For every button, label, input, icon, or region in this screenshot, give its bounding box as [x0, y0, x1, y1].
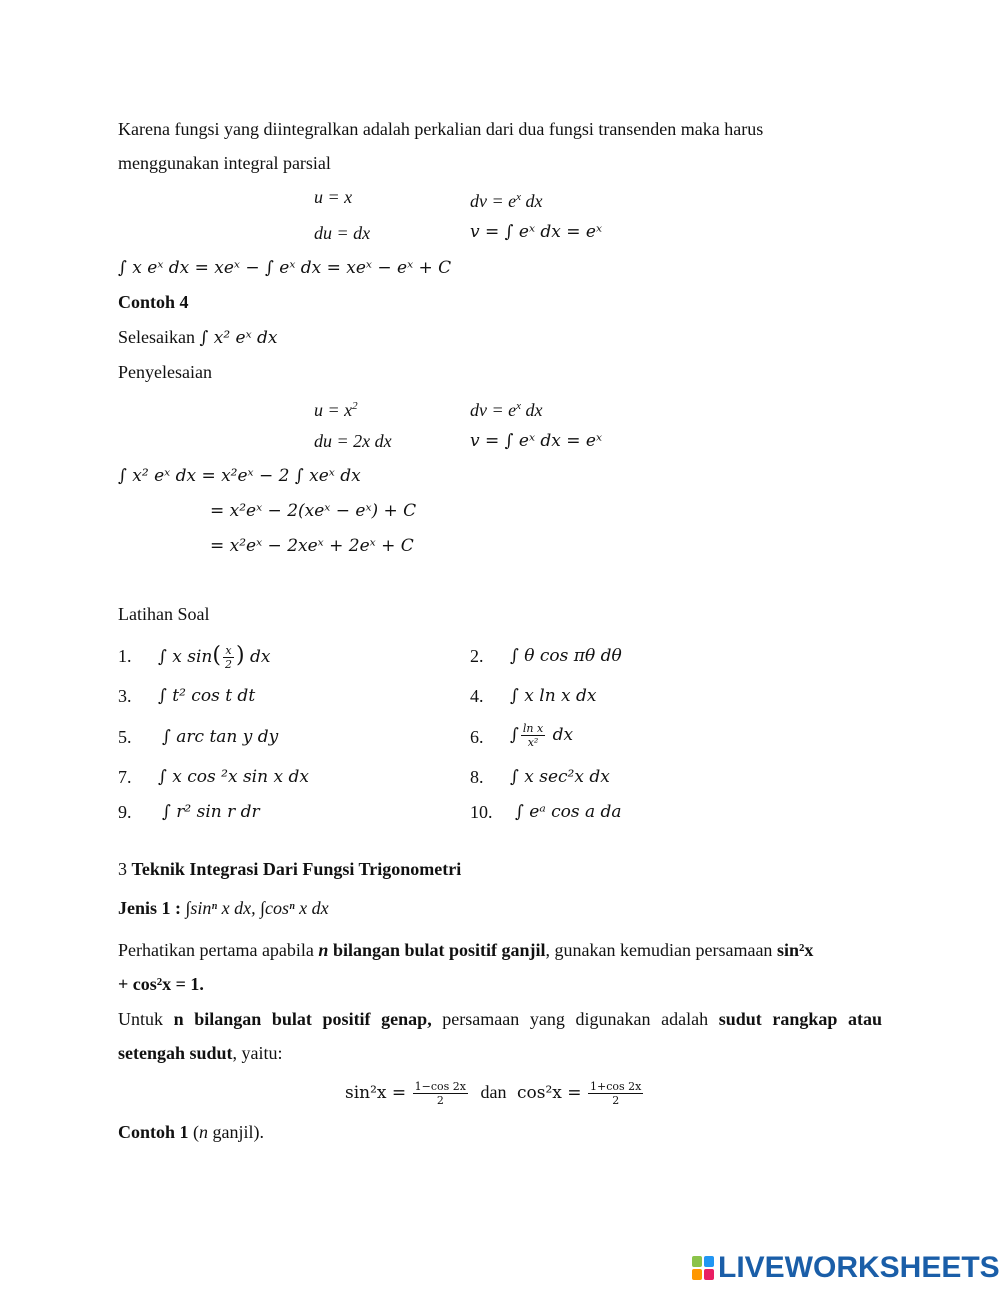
exercise-1: ∫ x sin( $\frac{x}{2}$ ) dx — [158, 643, 271, 671]
ex4-prompt: Selesaikan ∫ x² eˣ dx — [118, 327, 278, 348]
ex3-v: v = ∫ eˣ dx = eˣ — [470, 222, 603, 242]
exercise-number: 1. — [118, 646, 132, 666]
ex3-dv: dv = $e^x$ dx — [470, 191, 543, 211]
ex3-du: du = dx — [314, 223, 371, 243]
ex3-u: u = x — [314, 187, 353, 207]
intro-line-1: Karena fungsi yang diintegralkan adalah perkalian dari dua fungsi transenden maka harus — [118, 119, 764, 139]
section-heading: 3 Teknik Integrasi Dari Fungsi Trigonometri — [118, 859, 462, 879]
ex4-v: v = ∫ eˣ dx = eˣ — [470, 431, 603, 451]
exercise-number: 8. — [470, 767, 484, 787]
exercise-8: ∫ x sec²x dx — [510, 767, 610, 787]
ex4-step-2: = x²eˣ − 2(xeˣ − eˣ) + C — [210, 501, 417, 521]
exercise-number: 5. — [118, 727, 132, 747]
ex4-solution-label: Penyelesaian — [118, 362, 212, 382]
exercise-4: ∫ x ln x dx — [510, 686, 597, 706]
exercise-10: ∫ eᵃ cos a da — [515, 802, 622, 822]
exercise-number: 3. — [118, 686, 132, 706]
exercise-number: 2. — [470, 646, 484, 666]
exercise-5: ∫ arc tan y dy — [162, 727, 279, 747]
exercise-number: 10. — [470, 802, 493, 822]
liveworksheets-logo-text: LIVEWORKSHEETS — [718, 1251, 1000, 1284]
exercise-number: 4. — [470, 686, 484, 706]
paragraph-odd-line-1: Perhatikan pertama apabila n bilangan bulat positif ganjil, gunakan kemudian persamaan sin²x — [118, 940, 814, 960]
ex4-du: du = 2x dx — [314, 431, 392, 451]
exercise-7: ∫ x cos ²x sin x dx — [158, 767, 309, 787]
ex4-dv: dv = $e^x$ dx — [470, 400, 543, 420]
ex4-step-1: ∫ x² eˣ dx = x²eˣ − 2 ∫ xeˣ dx — [118, 466, 361, 486]
jenis-1: Jenis 1 : ∫sinⁿ x dx, ∫cosⁿ x dx — [118, 898, 329, 918]
ex4-step-3: = x²eˣ − 2xeˣ + 2eˣ + C — [210, 536, 414, 556]
exercise-number: 9. — [118, 802, 132, 822]
exercises-title: Latihan Soal — [118, 604, 210, 624]
exercise-number: 7. — [118, 767, 132, 787]
paragraph-even-line-1: Untuk n bilangan bulat positif genap, persamaan yang digunakan adalah sudut rangkap atau — [118, 1009, 882, 1029]
exercise-number: 6. — [470, 727, 484, 747]
ex4-u: $u = x^2$ — [314, 400, 358, 420]
liveworksheets-logo[interactable] — [691, 1252, 1000, 1284]
exercise-3: ∫ t² cos t dt — [158, 686, 256, 706]
exercise-9: ∫ r² sin r dr — [162, 802, 260, 822]
ex4-title: Contoh 4 — [118, 292, 189, 312]
paragraph-even-line-2: setengah sudut, yaitu: — [118, 1043, 283, 1063]
half-angle-formula: sin²x = $\frac{1-\cos 2x}{2}$ dan cos²x = $\frac{1+\cos 2x}{2}$ — [345, 1080, 642, 1108]
ex3-result: ∫ x eˣ dx = xeˣ − ∫ eˣ dx = xeˣ − eˣ + C — [118, 258, 452, 278]
intro-line-2: menggunakan integral parsial — [118, 153, 331, 173]
liveworksheets-logo-icon — [691, 1255, 715, 1281]
exercise-2: ∫ θ cos πθ dθ — [510, 646, 622, 666]
paragraph-odd-line-2: + cos²x = 1. — [118, 974, 204, 994]
exercise-6: ∫ $\frac{\text{ln x}}{\text{x²}}$ dx — [510, 722, 574, 749]
contoh-1-heading: Contoh 1 (n ganjil). — [118, 1122, 265, 1142]
